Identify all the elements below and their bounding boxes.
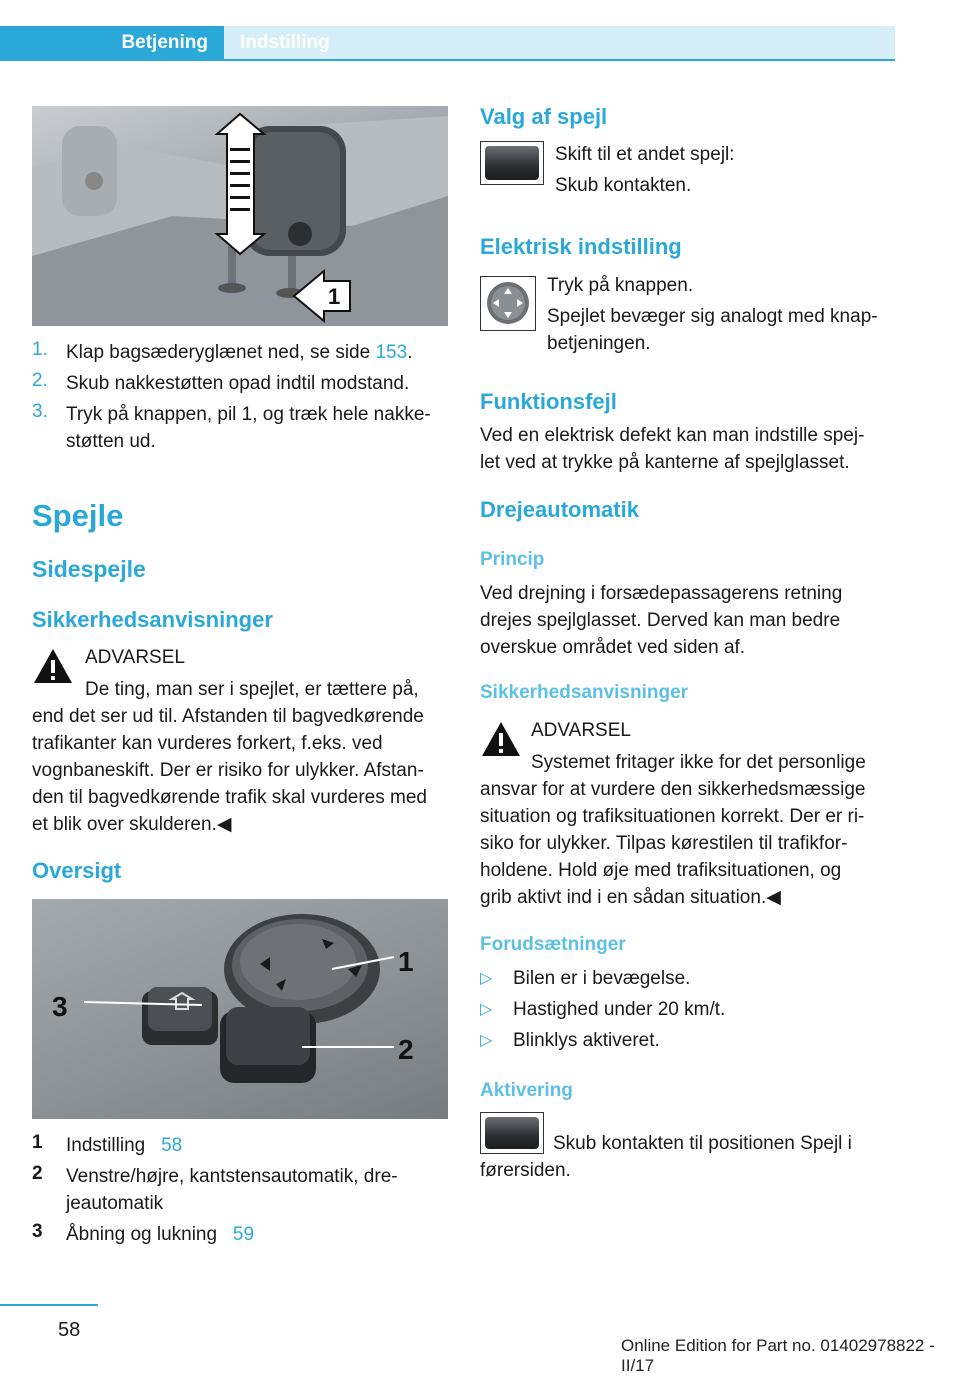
warning-text: grib aktivt ind i en sådan situation.◀	[480, 887, 781, 908]
principle-text: drejes spejlglasset. Derved kan man bedre	[480, 610, 841, 631]
headrest-illustration	[32, 106, 448, 326]
warning-text: vognbaneskift. Der er risiko for ulykker. Afstan‐	[32, 760, 424, 781]
select-text: Skift til et andet spejl:	[555, 144, 735, 165]
bullet-triangle-icon: ▷	[480, 1032, 493, 1049]
safety-heading-right: Sikkerhedsanvisninger	[480, 682, 689, 703]
bullet-triangle-icon: ▷	[480, 1001, 493, 1018]
section-tab[interactable]: Indstilling	[224, 26, 895, 59]
electric-text: betjeningen.	[547, 333, 651, 354]
photo2-label-1: 1	[398, 946, 414, 977]
step-text: Skub nakkestøtten opad indtil modstand.	[66, 373, 410, 394]
mirror-switch-photo	[32, 899, 448, 1119]
activation-heading: Aktivering	[480, 1080, 573, 1101]
section-title: Spejle	[32, 498, 124, 533]
warning-text: end det ser ud til. Afstanden til bagvedkørende	[32, 706, 424, 727]
warning-text: siko for ulykker. Tilpas kørestilen til trafikfor‐	[480, 833, 848, 854]
safety-heading: Sikkerhedsanvisninger	[32, 607, 273, 632]
prereq-heading: Forudsætninger	[480, 934, 626, 955]
step-number: 1.	[32, 339, 48, 360]
header-divider	[0, 59, 895, 61]
warning-text: Systemet fritager ikke for det personlige	[531, 752, 866, 773]
activation-text: førersiden.	[480, 1160, 571, 1181]
select-text: Skub kontakten.	[555, 175, 692, 196]
electric-heading: Elektrisk indstilling	[480, 234, 682, 259]
step-text: Tryk på knappen, pil 1, og træk hele nakke‐	[66, 404, 431, 425]
fault-heading: Funktionsfejl	[480, 389, 617, 414]
bullet-triangle-icon: ▷	[480, 970, 493, 987]
auto-heading: Drejeautomatik	[480, 497, 639, 522]
legend-item: jeautomatik	[66, 1193, 164, 1214]
chapter-tab[interactable]: Betjening	[0, 26, 224, 59]
warning-label: ADVARSEL	[85, 647, 185, 668]
page-link-59[interactable]: 59	[232, 1224, 255, 1245]
warning-text: trafikanter kan vurderes forkert, f.eks. ved	[32, 733, 383, 754]
warning-icon	[480, 719, 522, 759]
footer-divider	[0, 1304, 98, 1306]
principle-text: overskue området ved siden af.	[480, 637, 746, 658]
warning-text: ansvar for at vurdere den sikkerhedsmæssige	[480, 779, 866, 800]
warning-text: den til bagvedkørende trafik skal vurderes med	[32, 787, 427, 808]
page-link-58[interactable]: 58	[161, 1135, 183, 1156]
select-mirror-heading: Valg af spejl	[480, 104, 608, 129]
photo1-label: 1	[328, 284, 341, 309]
step-text: Klap bagsæderyglænet ned, se side 153.	[66, 342, 413, 363]
warning-icon	[32, 646, 74, 686]
mirror-selector-switch-icon	[480, 1112, 544, 1154]
activation-text: Skub kontakten til positionen Spejl i	[553, 1133, 852, 1154]
mirror-switch-illustration	[32, 899, 448, 1119]
fault-text: let ved at trykke på kanterne af spejlglasset.	[480, 452, 850, 473]
overview-heading: Oversigt	[32, 858, 122, 883]
step-number: 2.	[32, 370, 48, 391]
headrest-photo	[32, 106, 448, 326]
prereq-item: Bilen er i bevægelse.	[513, 968, 691, 989]
warning-text: De ting, man ser i spejlet, er tættere på,	[85, 679, 419, 700]
edition-text: Online Edition for Part no. 01402978822 - II/17	[621, 1336, 935, 1375]
fault-text: Ved en elektrisk defekt kan man indstille spej‐	[480, 425, 865, 446]
legend-key: 1	[32, 1132, 43, 1153]
step-text: støtten ud.	[66, 431, 156, 452]
legend-key: 3	[32, 1221, 43, 1242]
electric-text: Tryk på knappen.	[547, 275, 694, 296]
page-header	[0, 26, 895, 61]
photo2-label-2: 2	[398, 1034, 414, 1065]
prereq-item: Blinklys aktiveret.	[513, 1030, 660, 1051]
prereq-item: Hastighed under 20 km/t.	[513, 999, 726, 1020]
photo2-label-3: 3	[52, 991, 68, 1022]
electric-text: Spejlet bevæger sig analogt med knap‐	[547, 306, 878, 327]
legend-item: Åbning og lukning 59	[66, 1224, 255, 1245]
legend-item: Indstilling 58	[66, 1135, 183, 1156]
mirror-selector-switch-icon	[480, 141, 544, 185]
legend-key: 2	[32, 1163, 43, 1184]
page-number: 58	[58, 1319, 81, 1341]
legend-item: Venstre/højre, kantstensautomatik, dre‐	[66, 1166, 398, 1187]
principle-heading: Princip	[480, 549, 545, 570]
mirror-adjust-button-icon	[480, 276, 536, 331]
warning-label: ADVARSEL	[531, 720, 631, 741]
page-link-153[interactable]: 153	[375, 342, 408, 363]
subsection-title: Sidespejle	[32, 556, 146, 582]
step-number: 3.	[32, 401, 48, 422]
warning-text: holdene. Hold øje med trafiksituationen, og	[480, 860, 842, 881]
principle-text: Ved drejning i forsædepassagerens retning	[480, 583, 843, 604]
warning-text: et blik over skulderen.◀	[32, 814, 232, 835]
warning-text: situation og trafiksituationen korrekt. Der er ri‐	[480, 806, 865, 827]
